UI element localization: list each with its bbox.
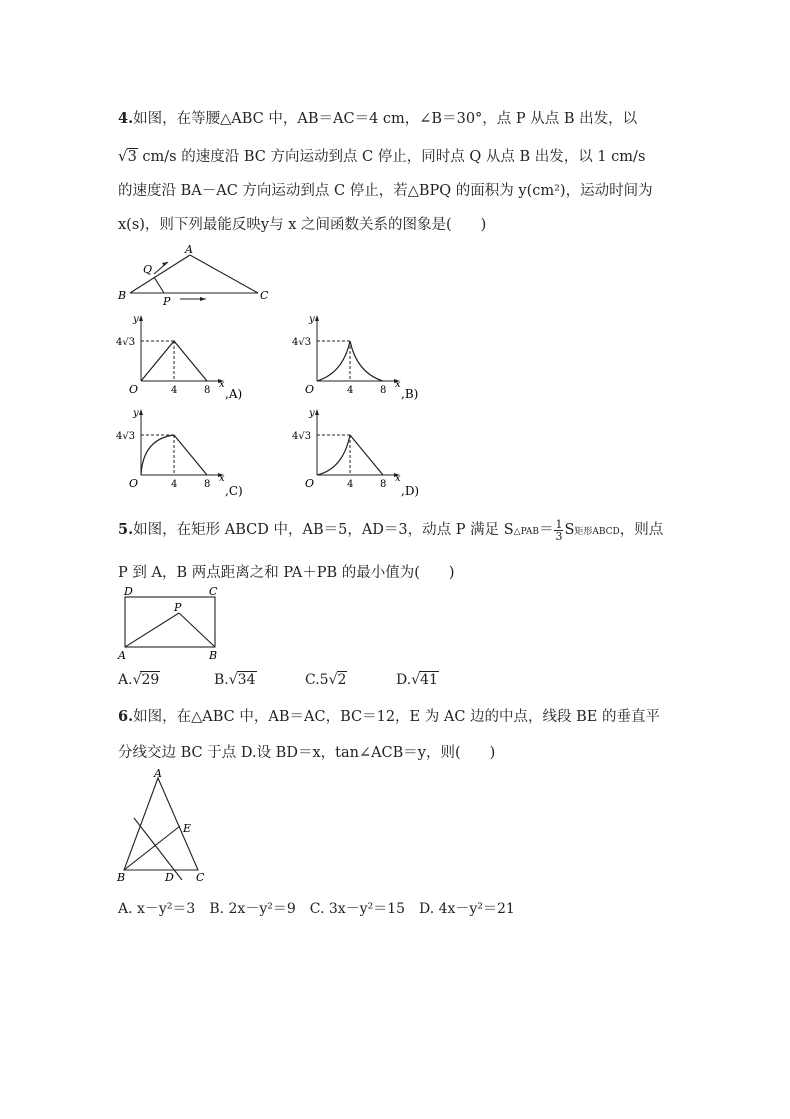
graph-a-y-label: y — [133, 314, 139, 325]
q5-eq: ＝ — [538, 522, 554, 538]
sqrt-icon: √ — [328, 672, 338, 688]
graph-a-tick-4: 4 — [171, 385, 178, 396]
sqrt-icon: √ — [228, 672, 238, 688]
graph-b-option: ,B) — [401, 387, 419, 401]
q5-label-p: P — [174, 601, 182, 614]
sqrt-icon: √ — [132, 672, 142, 688]
q5-label-b: B — [209, 649, 218, 662]
q5-label-a: A — [118, 649, 126, 662]
q5-text-1a: 如图，在矩形 ABCD 中，AB＝5，AD＝3，动点 P 满足 S — [133, 522, 514, 538]
q5-option-d[interactable] — [396, 672, 439, 688]
graph-a-tick-8: 8 — [204, 385, 211, 396]
q6-options-text: A. x－y²＝3 B. 2x－y²＝9 C. 3x－y²＝15 D. 4x－y²＝21 — [118, 901, 515, 917]
graph-d-x-label: x — [395, 473, 401, 484]
q5-option-c[interactable] — [305, 672, 347, 688]
graph-c-y-label: y — [133, 408, 139, 419]
q5-option-b[interactable] — [214, 672, 257, 688]
q6-text-2: 分线交边 BC 于点 D.设 BD＝x，tan∠ACB＝y，则( ) — [118, 745, 496, 761]
q4-label-q: Q — [143, 263, 153, 276]
q4-line-3 — [118, 179, 653, 200]
sqrt-icon: √ — [118, 147, 128, 165]
q6-options[interactable] — [118, 898, 515, 918]
graph-d-tick-8: 8 — [380, 479, 387, 490]
graph-c-origin: O — [129, 477, 139, 490]
graph-d-tick-4: 4 — [347, 479, 354, 490]
q5-option-b-label: B. — [214, 672, 229, 688]
q4-text-4: x(s)，则下列最能反映y与 x 之间函数关系的图象是( ) — [118, 217, 487, 233]
q6-label-c: C — [196, 871, 205, 884]
graph-c — [113, 407, 263, 502]
graph-a-ymax: 4√3 — [116, 337, 136, 348]
graph-a-x-label: x — [219, 379, 225, 390]
graph-d-option: ,D) — [401, 484, 420, 498]
q5-text-2: P 到 A，B 两点距离之和 PA＋PB 的最小值为( ) — [118, 565, 455, 581]
q5-text-1b: ，则点 — [619, 522, 664, 538]
q5-frac-den: 3 — [555, 529, 563, 543]
q4-radicand: 3 — [127, 149, 137, 165]
q5-option-d-radicand: 41 — [420, 672, 438, 688]
graph-b-tick-4: 4 — [347, 385, 354, 396]
q5-fraction — [554, 519, 563, 542]
graph-d — [289, 407, 439, 502]
graph-d-origin: O — [305, 477, 315, 490]
q6-line-2 — [118, 741, 495, 762]
q6-label-d: D — [165, 871, 174, 884]
q5-sub-rect: 矩形ABCD — [574, 527, 620, 537]
graph-d-ymax: 4√3 — [292, 431, 312, 442]
graph-c-tick-4: 4 — [171, 479, 178, 490]
graph-b-x-label: x — [395, 379, 401, 390]
q5-option-d-label: D. — [396, 672, 412, 688]
q4-text-2: cm/s 的速度沿 BC 方向运动到点 C 停止，同时点 Q 从点 B 出发，以 1 cm/s — [137, 149, 646, 165]
q5-option-b-radicand: 34 — [237, 672, 256, 688]
graph-b — [289, 313, 439, 405]
graph-b-y-label: y — [309, 314, 315, 325]
q4-number: 4. — [118, 110, 134, 127]
q6-text-1: 如图，在△ABC 中，AB＝AC，BC＝12，E 为 AC 边的中点，线段 BE 的垂直平 — [133, 709, 660, 725]
q5-line-2 — [118, 561, 455, 582]
q5-label-c: C — [209, 585, 218, 598]
graph-b-origin: O — [305, 383, 315, 396]
graph-d-y-label: y — [309, 408, 315, 419]
q5-s2: S — [564, 522, 575, 538]
graph-c-tick-8: 8 — [204, 479, 211, 490]
q5-option-c-radicand: 2 — [337, 672, 347, 688]
q4-text-3: 的速度沿 BA－AC 方向运动到点 C 停止，若△BPQ 的面积为 y(cm²)，运动时间为 — [118, 183, 653, 199]
q6-number: 6. — [118, 708, 134, 725]
q6-triangle-figure — [112, 768, 222, 886]
q5-number: 5. — [118, 521, 134, 538]
graph-a-origin: O — [129, 383, 139, 396]
q4-label-b: B — [118, 289, 127, 302]
q4-text-1: 如图，在等腰△ABC 中，AB＝AC＝4 cm，∠B＝30°，点 P 从点 B 出发，以 — [133, 111, 638, 127]
q5-option-a-radicand: 29 — [141, 672, 160, 688]
q5-option-a[interactable] — [118, 672, 160, 688]
q5-sub-pab: △PAB — [513, 527, 539, 537]
q4-label-p: P — [163, 295, 171, 308]
q4-line-1 — [118, 107, 637, 128]
q4-label-a: A — [185, 243, 193, 256]
graph-a — [113, 313, 263, 405]
q5-frac-num: 1 — [555, 517, 563, 531]
q6-label-b: B — [117, 871, 126, 884]
graph-a-option: ,A) — [225, 387, 243, 401]
q4-line-4 — [118, 213, 486, 234]
q4-label-c: C — [260, 289, 269, 302]
q5-line-1 — [118, 518, 663, 542]
q4-triangle-figure — [110, 245, 290, 311]
q5-rectangle-figure — [115, 585, 230, 665]
sqrt-icon: √ — [411, 672, 421, 688]
graph-c-x-label: x — [219, 473, 225, 484]
q5-option-c-label: C.5 — [305, 672, 329, 688]
graph-b-tick-8: 8 — [380, 385, 387, 396]
graph-b-ymax: 4√3 — [292, 337, 312, 348]
q6-label-a: A — [154, 767, 162, 780]
q5-option-a-label: A. — [118, 672, 133, 688]
q5-label-d: D — [124, 585, 133, 598]
q4-line-2 — [118, 145, 645, 166]
graph-c-ymax: 4√3 — [116, 431, 136, 442]
q6-line-1 — [118, 705, 660, 726]
q6-label-e: E — [183, 822, 192, 835]
graph-c-option: ,C) — [225, 484, 243, 498]
